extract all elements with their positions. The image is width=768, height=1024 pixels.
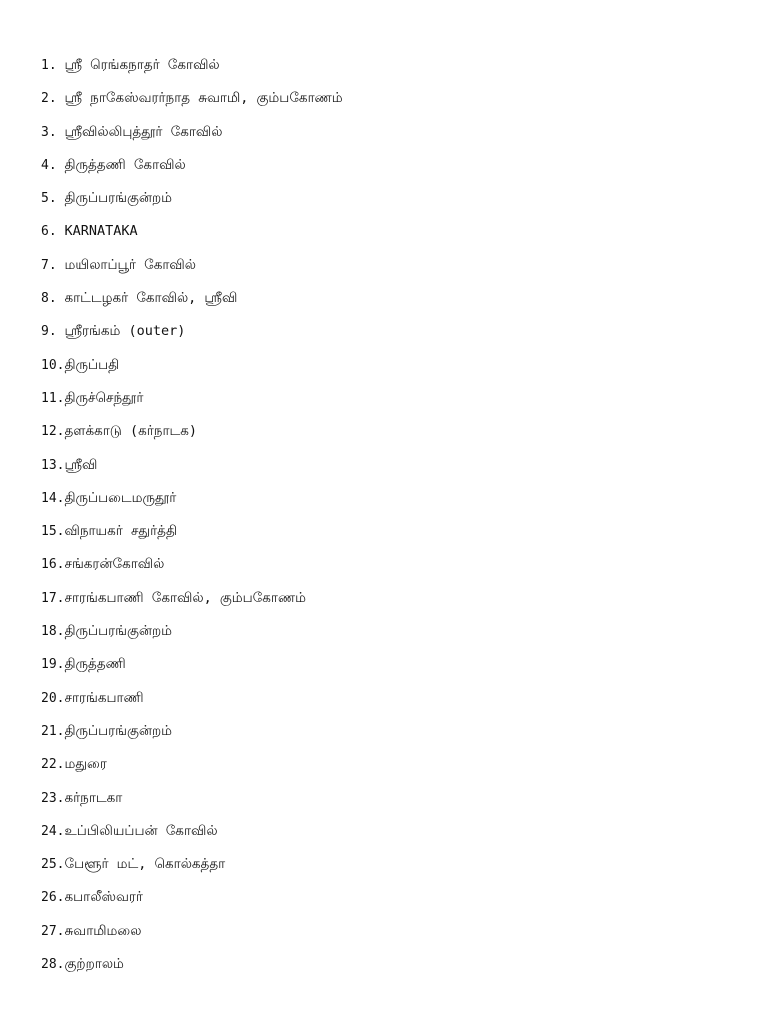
list-item xyxy=(41,583,343,616)
item-text: திருத்தணி கோவில் xyxy=(64,156,186,173)
item-number: 14. xyxy=(41,490,65,506)
list-item xyxy=(41,450,343,483)
list-item xyxy=(41,649,343,682)
item-number: 11. xyxy=(41,390,65,406)
item-text: திருப்பரங்குன்றம் xyxy=(64,623,173,640)
item-number: 18. xyxy=(41,624,65,640)
item-text: ஸ்ரீவில்லிபுத்தூர் கோவில் xyxy=(64,123,223,140)
item-text: உப்பிலியப்பன் கோவில் xyxy=(64,822,218,839)
list-item xyxy=(41,250,343,283)
item-text: திருப்படைமருதூர் xyxy=(64,489,177,506)
item-text: ஸ்ரீரங்கம் (outer) xyxy=(64,323,186,340)
item-number: 5. xyxy=(41,191,65,207)
list-item xyxy=(41,316,343,349)
item-text: சாரங்கபாணி கோவில், கும்பகோணம் xyxy=(64,589,306,606)
item-number: 19. xyxy=(41,657,65,673)
list-item xyxy=(41,383,343,416)
list-item xyxy=(41,716,343,749)
item-text: மயிலாப்பூர் கோவில் xyxy=(64,256,196,273)
item-text: திருப்பரங்குன்றம் xyxy=(64,190,173,207)
list-item xyxy=(41,83,343,116)
item-number: 25. xyxy=(41,857,65,873)
item-number: 2. xyxy=(41,91,65,107)
item-number: 22. xyxy=(41,757,65,773)
numbered-list xyxy=(41,50,343,982)
item-number: 12. xyxy=(41,424,65,440)
list-item xyxy=(41,183,343,216)
item-text: சுவாமிமலை xyxy=(64,922,142,939)
item-text: ஸ்ரீவி xyxy=(64,456,98,473)
list-item xyxy=(41,350,343,383)
item-text: கபாலீஸ்வரர் xyxy=(64,889,143,906)
list-item xyxy=(41,516,343,549)
list-item xyxy=(41,849,343,882)
item-number: 27. xyxy=(41,923,65,939)
item-number: 7. xyxy=(41,257,65,273)
list-item xyxy=(41,882,343,915)
item-text: திருப்பதி xyxy=(64,356,120,373)
list-item xyxy=(41,816,343,849)
list-item xyxy=(41,117,343,150)
list-item xyxy=(41,283,343,316)
item-number: 28. xyxy=(41,957,65,973)
item-text: தளக்காடு (கர்நாடக) xyxy=(64,423,197,440)
item-text: குற்றாலம் xyxy=(64,956,124,973)
list-item xyxy=(41,949,343,982)
item-text: ஸ்ரீ நாகேஸ்வரர்நாத சுவாமி, கும்பகோணம் xyxy=(64,90,343,107)
item-number: 21. xyxy=(41,723,65,739)
list-item xyxy=(41,916,343,949)
list-item xyxy=(41,50,343,83)
item-text: மதுரை xyxy=(64,756,107,773)
item-text: KARNATAKA xyxy=(64,223,138,240)
item-number: 3. xyxy=(41,124,65,140)
list-item xyxy=(41,549,343,582)
item-number: 6. xyxy=(41,224,65,240)
item-number: 10. xyxy=(41,357,65,373)
item-number: 23. xyxy=(41,790,65,806)
item-text: கர்நாடகா xyxy=(64,789,123,806)
list-item xyxy=(41,616,343,649)
item-number: 16. xyxy=(41,557,65,573)
item-number: 20. xyxy=(41,690,65,706)
item-text: திருத்தணி xyxy=(64,656,126,673)
item-text: ஸ்ரீ ரெங்கநாதர் கோவில் xyxy=(64,57,220,73)
item-number: 24. xyxy=(41,823,65,839)
item-number: 1. xyxy=(41,58,65,73)
list-item xyxy=(41,749,343,782)
item-text: காட்டழகர் கோவில், ஸ்ரீவி xyxy=(64,290,238,307)
item-number: 4. xyxy=(41,157,65,173)
list-item xyxy=(41,416,343,449)
item-number: 15. xyxy=(41,524,65,540)
item-number: 13. xyxy=(41,457,65,473)
item-text: சங்கரன்கோவில் xyxy=(64,556,165,573)
item-text: சாரங்கபாணி xyxy=(64,689,144,706)
item-number: 9. xyxy=(41,324,65,340)
list-item xyxy=(41,483,343,516)
item-text: விநாயகர் சதுர்த்தி xyxy=(64,523,178,540)
list-item xyxy=(41,683,343,716)
list-item xyxy=(41,150,343,183)
item-number: 26. xyxy=(41,890,65,906)
list-item xyxy=(41,216,343,249)
item-text: திருப்பரங்குன்றம் xyxy=(64,722,173,739)
item-number: 17. xyxy=(41,590,65,606)
item-text: திருச்செந்தூர் xyxy=(64,389,144,406)
item-text: பேளூர் மட், கொல்கத்தா xyxy=(64,856,226,873)
list-item xyxy=(41,783,343,816)
item-number: 8. xyxy=(41,291,65,307)
